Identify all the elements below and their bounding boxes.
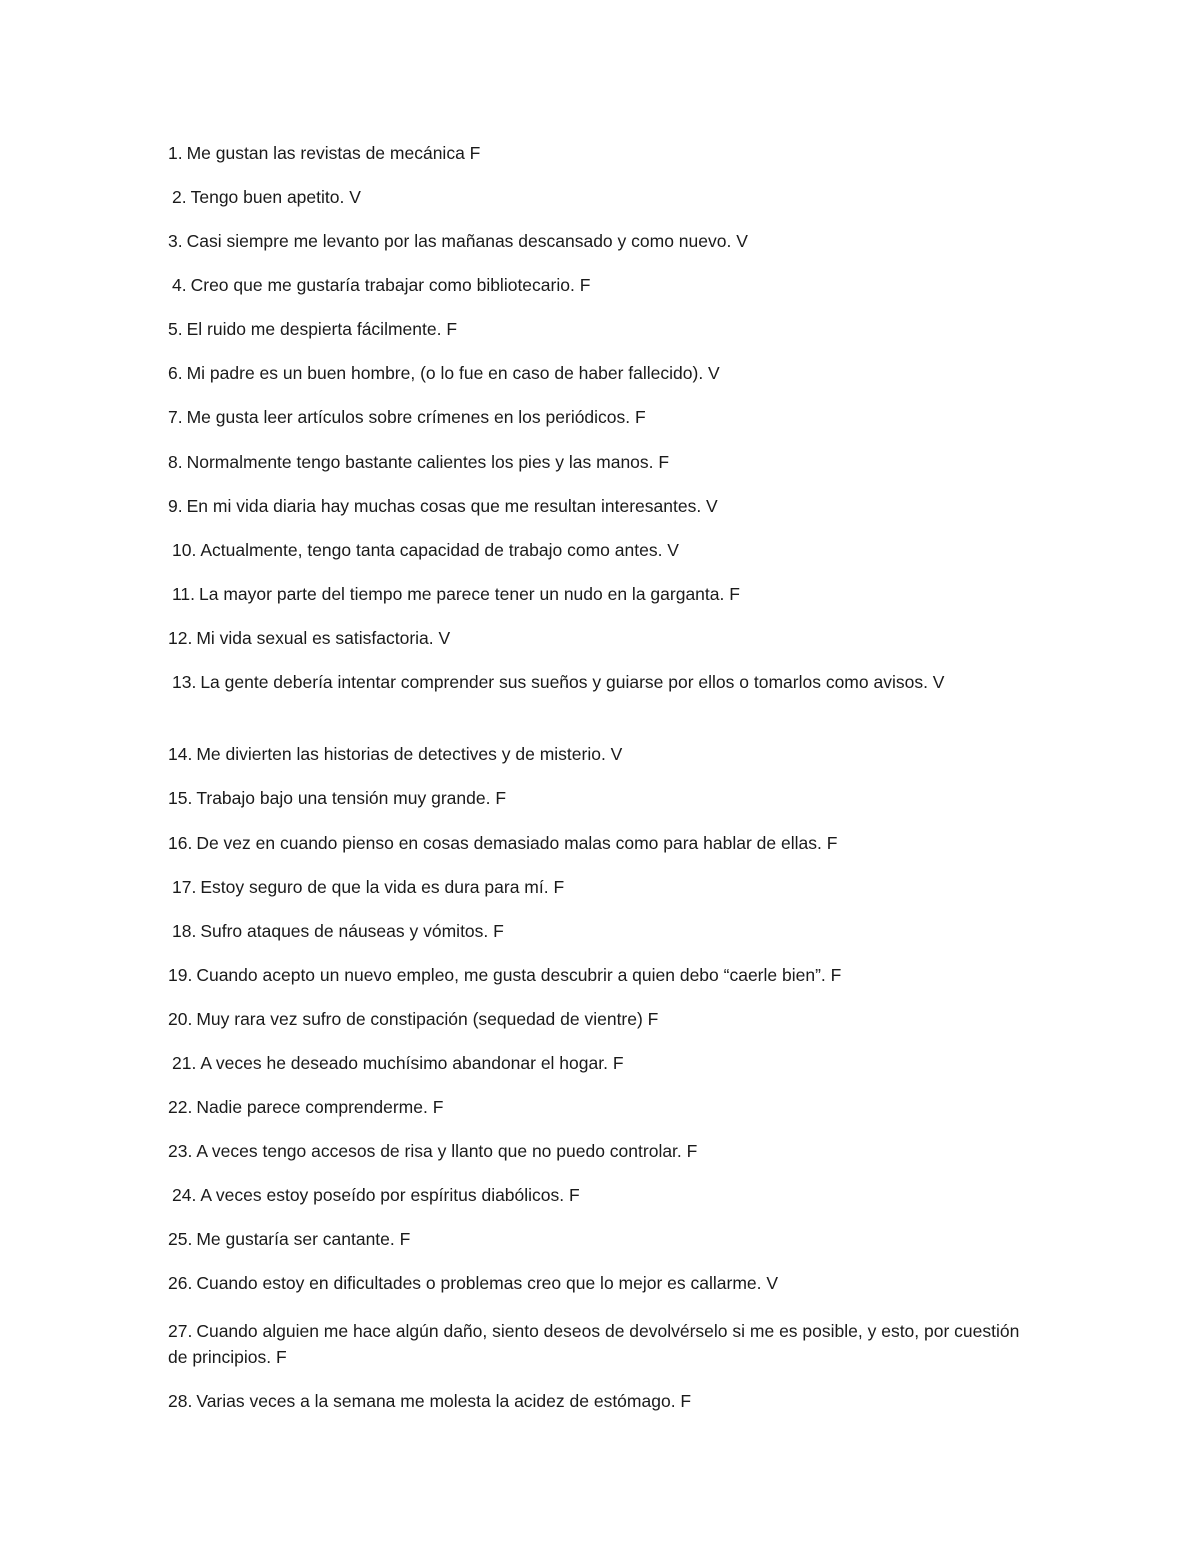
list-item — [168, 962, 1038, 988]
item-number: 24. — [172, 1185, 197, 1205]
item-number: 25. — [168, 1229, 193, 1249]
item-text: Cuando estoy en dificultades o problemas creo que lo mejor es callarme. V — [196, 1273, 779, 1293]
list-item — [168, 741, 1038, 767]
item-number: 4. — [172, 275, 187, 295]
item-number: 22. — [168, 1097, 193, 1117]
item-text: Varias veces a la semana me molesta la acidez de estómago. F — [196, 1391, 692, 1411]
item-text: Sufro ataques de náuseas y vómitos. F — [200, 921, 504, 941]
item-number: 18. — [172, 921, 197, 941]
item-number: 21. — [172, 1053, 197, 1073]
item-text: Muy rara vez sufro de constipación (sequedad de vientre) F — [196, 1009, 659, 1029]
item-text: En mi vida diaria hay muchas cosas que me resultan interesantes. V — [186, 496, 718, 516]
list-item — [168, 360, 1038, 386]
item-text: De vez en cuando pienso en cosas demasiado malas como para hablar de ellas. F — [196, 833, 838, 853]
list-item — [172, 918, 1042, 944]
item-number: 19. — [168, 965, 193, 985]
list-item — [168, 493, 1038, 519]
item-text: Trabajo bajo una tensión muy grande. F — [196, 788, 507, 808]
list-item — [172, 537, 1042, 563]
list-item — [168, 1270, 1038, 1296]
list-item — [168, 1226, 1038, 1252]
item-number: 20. — [168, 1009, 193, 1029]
item-text: La gente debería intentar comprender sus sueños y guiarse por ellos o tomarlos como avisos. V — [200, 672, 945, 692]
list-item — [172, 669, 1032, 695]
item-number: 12. — [168, 628, 193, 648]
list-item — [172, 1182, 1042, 1208]
list-item — [168, 404, 1038, 430]
list-item — [168, 1318, 1028, 1370]
item-number: 11. — [172, 584, 196, 604]
item-number: 28. — [168, 1391, 193, 1411]
list-item — [172, 184, 1042, 210]
item-text: Me divierten las historias de detectives y de misterio. V — [196, 744, 623, 764]
item-number: 14. — [168, 744, 193, 764]
item-number: 26. — [168, 1273, 193, 1293]
item-text: El ruido me despierta fácilmente. F — [186, 319, 458, 339]
item-number: 13. — [172, 672, 197, 692]
list-item — [168, 785, 1038, 811]
item-text: Tengo buen apetito. V — [190, 187, 361, 207]
list-item — [172, 272, 1042, 298]
item-number: 3. — [168, 231, 183, 251]
list-item — [168, 1094, 1038, 1120]
list-item — [168, 316, 1038, 342]
item-number: 7. — [168, 407, 183, 427]
item-text: Me gustan las revistas de mecánica F — [186, 143, 481, 163]
item-number: 23. — [168, 1141, 193, 1161]
item-text: Cuando alguien me hace algún daño, siento deseos de devolvérselo si me es posible, y esto, por cuestión de principios. F — [168, 1321, 1020, 1367]
item-text: A veces estoy poseído por espíritus diabólicos. F — [200, 1185, 580, 1205]
item-number: 15. — [168, 788, 193, 808]
item-text: Cuando acepto un nuevo empleo, me gusta descubrir a quien debo “caerle bien”. F — [196, 965, 842, 985]
item-text: Me gusta leer artículos sobre crímenes en los periódicos. F — [186, 407, 646, 427]
item-number: 6. — [168, 363, 183, 383]
list-item — [168, 140, 1038, 166]
list-item — [172, 581, 1042, 607]
item-text: Mi padre es un buen hombre, (o lo fue en caso de haber fallecido). V — [186, 363, 720, 383]
item-number: 9. — [168, 496, 183, 516]
item-text: La mayor parte del tiempo me parece tener un nudo en la garganta. F — [199, 584, 740, 604]
list-item — [172, 1050, 1042, 1076]
item-text: A veces he deseado muchísimo abandonar el hogar. F — [200, 1053, 624, 1073]
item-text: Creo que me gustaría trabajar como bibliotecario. F — [190, 275, 591, 295]
item-number: 2. — [172, 187, 187, 207]
list-item — [168, 625, 1038, 651]
item-text: Casi siempre me levanto por las mañanas descansado y como nuevo. V — [186, 231, 748, 251]
item-number: 10. — [172, 540, 197, 560]
item-text: Actualmente, tengo tanta capacidad de trabajo como antes. V — [200, 540, 679, 560]
item-number: 1. — [168, 143, 183, 163]
item-text: Estoy seguro de que la vida es dura para mí. F — [200, 877, 565, 897]
item-number: 17. — [172, 877, 197, 897]
item-text: Normalmente tengo bastante calientes los pies y las manos. F — [186, 452, 670, 472]
list-item — [172, 874, 1042, 900]
list-item — [168, 228, 1038, 254]
list-item — [168, 449, 1038, 475]
item-number: 5. — [168, 319, 183, 339]
list-item — [168, 1388, 1038, 1414]
list-item — [168, 1138, 1038, 1164]
item-number: 27. — [168, 1321, 193, 1341]
item-number: 16. — [168, 833, 193, 853]
item-text: Mi vida sexual es satisfactoria. V — [196, 628, 451, 648]
list-item — [168, 1006, 1038, 1032]
list-item — [168, 830, 1038, 856]
item-text: A veces tengo accesos de risa y llanto que no puedo controlar. F — [196, 1141, 698, 1161]
item-text: Nadie parece comprenderme. F — [196, 1097, 444, 1117]
item-text: Me gustaría ser cantante. F — [196, 1229, 411, 1249]
item-number: 8. — [168, 452, 183, 472]
